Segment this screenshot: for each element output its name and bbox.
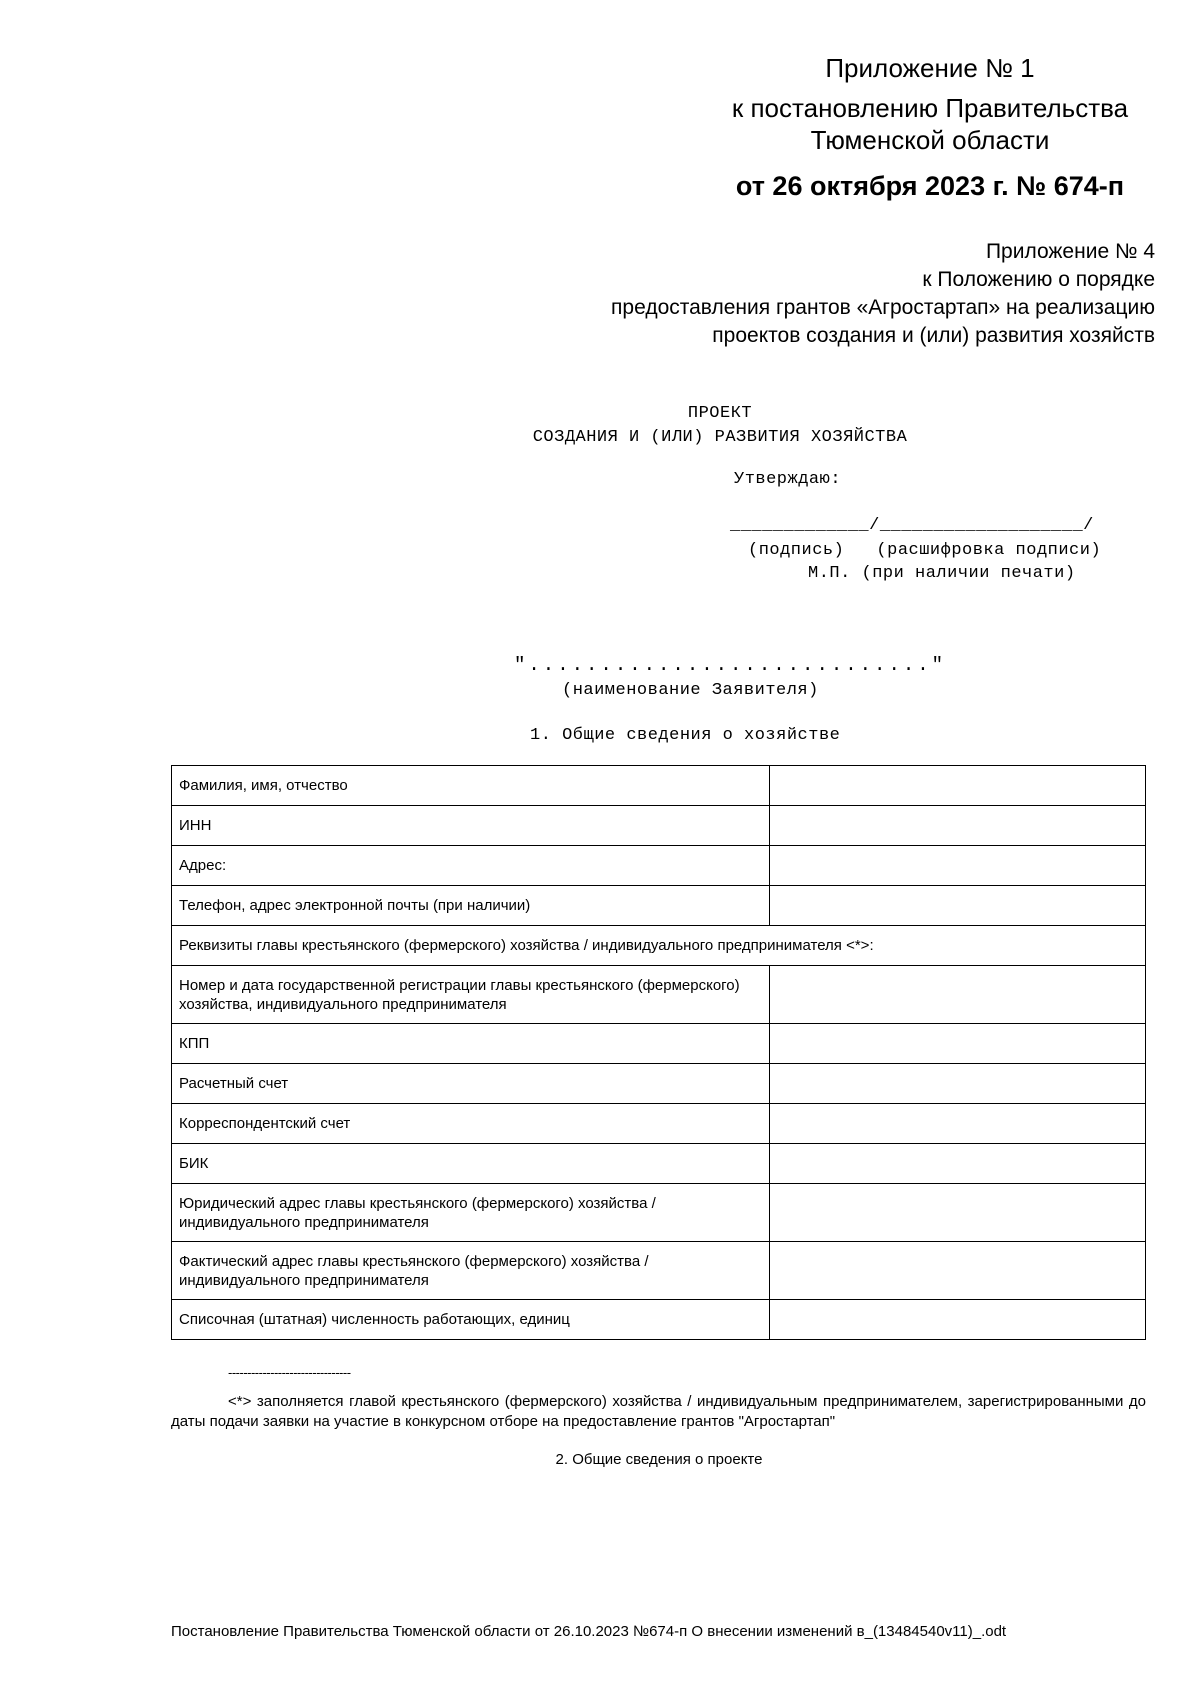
- annex-1-to-line-1: к постановлению Правительства: [731, 93, 1129, 123]
- table-row-section-header: [172, 926, 1146, 966]
- annex-1-header: [690, 52, 1170, 202]
- applicant-name-placeholder: "............................": [514, 654, 947, 676]
- farm-info-table: [171, 765, 1146, 1340]
- project-title-line-2: СОЗДАНИЯ И (ИЛИ) РАЗВИТИЯ ХОЗЯЙСТВА: [532, 428, 908, 447]
- row-label: Фамилия, имя, отчество: [172, 766, 770, 806]
- section-1-title: 1. Общие сведения о хозяйстве: [530, 726, 841, 745]
- row-value-cell[interactable]: [770, 846, 1146, 886]
- table-row: [172, 1024, 1146, 1064]
- row-label: Расчетный счет: [172, 1064, 770, 1104]
- signature-line: _____________/___________________/: [730, 516, 1094, 535]
- row-label: ИНН: [172, 806, 770, 846]
- stamp-caption: М.П. (при наличии печати): [808, 564, 1076, 583]
- table-row: [172, 1104, 1146, 1144]
- row-label: Фактический адрес главы крестьянского (фермерского) хозяйства / индивидуального предпринимателя: [172, 1242, 770, 1300]
- applicant-caption: (наименование Заявителя): [562, 681, 819, 700]
- row-value-cell[interactable]: [770, 886, 1146, 926]
- row-label: Списочная (штатная) численность работающих, единиц: [172, 1300, 770, 1340]
- row-value-cell[interactable]: [770, 1184, 1146, 1242]
- annex-1-title: Приложение № 1: [825, 53, 1035, 83]
- footnote-text: <*> заполняется главой крестьянского (фермерского) хозяйства / индивидуальным предпринимателем, зарегистрированными до даты подачи заявки на участие в конкурсном отборе на предоставление грантов "Агростартап": [171, 1393, 1146, 1430]
- row-value-cell[interactable]: [770, 1300, 1146, 1340]
- table-row: [172, 966, 1146, 1024]
- document-footer: Постановление Правительства Тюменской области от 26.10.2023 №674-п О внесении изменений в_(13484540v11)_.odt: [171, 1623, 1007, 1640]
- annex-4-line-4: проектов создания и (или) развития хозяйств: [712, 324, 1155, 347]
- table-row: [172, 766, 1146, 806]
- table-row: [172, 806, 1146, 846]
- requisites-header: Реквизиты главы крестьянского (фермерского) хозяйства / индивидуального предпринимателя <*>:: [172, 926, 1146, 966]
- annex-4-line-1: Приложение № 4: [985, 240, 1155, 263]
- footnote-divider: --------------------------------: [228, 1365, 351, 1380]
- row-value-cell[interactable]: [770, 1064, 1146, 1104]
- row-label: Адрес:: [172, 846, 770, 886]
- row-value-cell[interactable]: [770, 1104, 1146, 1144]
- table-row: [172, 1184, 1146, 1242]
- row-label: КПП: [172, 1024, 770, 1064]
- row-label: Корреспондентский счет: [172, 1104, 770, 1144]
- annex-4-line-3: предоставления грантов «Агростартап» на реализацию: [611, 296, 1155, 319]
- project-title-line-1: ПРОЕКТ: [687, 404, 753, 423]
- approve-label: Утверждаю:: [734, 470, 842, 489]
- section-2-title: 2. Общие сведения о проекте: [555, 1451, 763, 1468]
- table-row: [172, 846, 1146, 886]
- annex-4-line-2: к Положению о порядке: [922, 268, 1155, 291]
- annex-4-header: [455, 238, 1155, 350]
- row-label: Юридический адрес главы крестьянского (фермерского) хозяйства / индивидуального предпринимателя: [172, 1184, 770, 1242]
- row-value-cell[interactable]: [770, 1242, 1146, 1300]
- row-value-cell[interactable]: [770, 966, 1146, 1024]
- row-value-cell[interactable]: [770, 766, 1146, 806]
- row-value-cell[interactable]: [770, 1144, 1146, 1184]
- annex-1-date: от 26 октября 2023 г. № 674-п: [735, 171, 1125, 201]
- row-label: Номер и дата государственной регистрации главы крестьянского (фермерского) хозяйства, индивидуального предпринимателя: [172, 966, 770, 1024]
- project-title: [470, 402, 970, 450]
- row-label: Телефон, адрес электронной почты (при наличии): [172, 886, 770, 926]
- table-row: [172, 1242, 1146, 1300]
- row-label: БИК: [172, 1144, 770, 1184]
- row-value-cell[interactable]: [770, 806, 1146, 846]
- table-row: [172, 1064, 1146, 1104]
- table-row: [172, 1300, 1146, 1340]
- table-row: [172, 1144, 1146, 1184]
- signature-caption: (подпись) (расшифровка подписи): [748, 541, 1102, 560]
- annex-1-to-line-2: Тюменской области: [810, 125, 1050, 155]
- table-row: [172, 886, 1146, 926]
- row-value-cell[interactable]: [770, 1024, 1146, 1064]
